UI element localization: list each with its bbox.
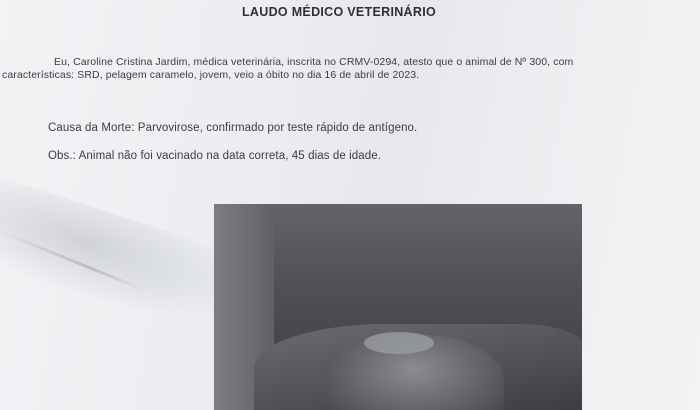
cause-of-death: Causa da Morte: Parvovirose, confirmado por teste rápido de antígeno. — [48, 122, 418, 134]
declaration-line-2: características: SRD, pelagem caramelo, jovem, veio a óbito no dia 16 de abril de 2023. — [2, 69, 420, 81]
photo-animal-head — [364, 332, 434, 354]
observation-note: Obs.: Animal não foi vacinado na data correta, 45 dias de idade. — [48, 150, 382, 162]
declaration-line-1: Eu, Caroline Cristina Jardim, médica veterinária, inscrita no CRMV-0294, atesto que o animal de Nº 300, com — [54, 56, 574, 68]
document-title: LAUDO MÉDICO VETERINÁRIO — [242, 5, 437, 19]
paper-crease-line — [0, 230, 149, 293]
animal-photo — [214, 204, 582, 410]
